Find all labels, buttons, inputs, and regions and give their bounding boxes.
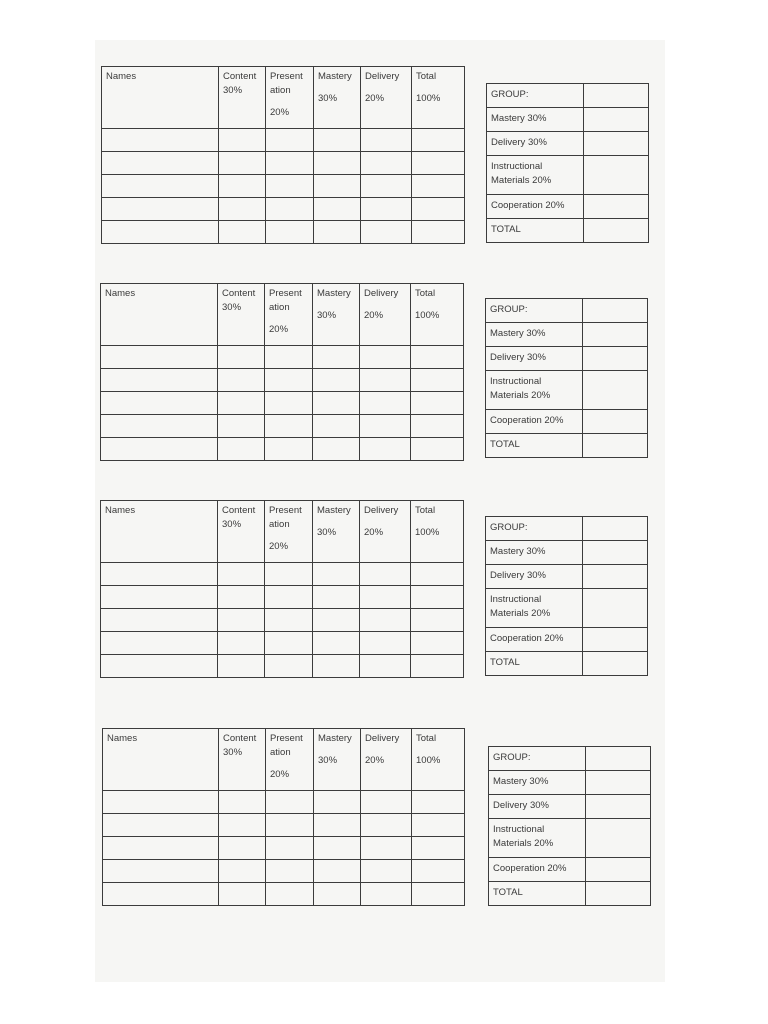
names-header: Names (103, 729, 219, 791)
individual-score-table (102, 728, 465, 906)
content-header: Content 30% (218, 501, 265, 563)
names-header: Names (101, 284, 218, 346)
table-row (101, 346, 464, 369)
presentation-header: Present ation 20% (265, 284, 313, 346)
group-cooperation-label: Cooperation 20% (486, 410, 583, 434)
group-instructional-label: Instructional Materials 20% (486, 589, 583, 628)
table-row (103, 791, 465, 814)
table-row (103, 814, 465, 837)
table-row (102, 152, 465, 175)
group-total-label: TOTAL (489, 882, 586, 906)
mastery-header: Mastery 30% (313, 284, 360, 346)
table-row (102, 175, 465, 198)
individual-score-table (100, 283, 464, 461)
group-delivery-label: Delivery 30% (489, 795, 586, 819)
table-row (101, 655, 464, 678)
group-instructional-label: Instructional Materials 20% (486, 371, 583, 410)
table-row (103, 860, 465, 883)
group-score-table (485, 516, 648, 676)
table-row (101, 392, 464, 415)
content-header: Content 30% (218, 284, 265, 346)
total-header: Total 100% (412, 729, 465, 791)
names-header: Names (101, 501, 218, 563)
total-header: Total 100% (412, 67, 465, 129)
table-row (102, 221, 465, 244)
delivery-header: Delivery 20% (360, 501, 411, 563)
individual-score-table (101, 66, 465, 244)
table-row (103, 883, 465, 906)
group-total-label: TOTAL (486, 652, 583, 676)
presentation-header: Present ation 20% (266, 67, 314, 129)
table-row (102, 129, 465, 152)
table-row (102, 198, 465, 221)
group-mastery-label: Mastery 30% (489, 771, 586, 795)
group-label: GROUP: (486, 517, 583, 541)
total-header: Total 100% (411, 284, 464, 346)
total-header: Total 100% (411, 501, 464, 563)
group-score-table (485, 298, 648, 458)
mastery-header: Mastery 30% (314, 729, 361, 791)
delivery-header: Delivery 20% (360, 284, 411, 346)
group-cooperation-label: Cooperation 20% (489, 858, 586, 882)
group-label: GROUP: (486, 299, 583, 323)
mastery-header: Mastery 30% (313, 501, 360, 563)
table-row (101, 369, 464, 392)
table-row (101, 609, 464, 632)
presentation-header: Present ation 20% (265, 501, 313, 563)
individual-score-table (100, 500, 464, 678)
group-mastery-label: Mastery 30% (486, 323, 583, 347)
table-row (103, 837, 465, 860)
group-cooperation-label: Cooperation 20% (486, 628, 583, 652)
group-mastery-label: Mastery 30% (487, 108, 584, 132)
group-delivery-label: Delivery 30% (487, 132, 584, 156)
group-label: GROUP: (489, 747, 586, 771)
group-score-table (486, 83, 649, 243)
names-header: Names (102, 67, 219, 129)
group-instructional-label: Instructional Materials 20% (487, 156, 584, 195)
table-row (101, 632, 464, 655)
table-row (101, 563, 464, 586)
delivery-header: Delivery 20% (361, 729, 412, 791)
content-header: Content 30% (219, 729, 266, 791)
group-total-label: TOTAL (487, 219, 584, 243)
table-row (101, 415, 464, 438)
table-row (101, 438, 464, 461)
delivery-header: Delivery 20% (361, 67, 412, 129)
content-header: Content 30% (219, 67, 266, 129)
group-score-table (488, 746, 651, 906)
group-delivery-label: Delivery 30% (486, 565, 583, 589)
group-cooperation-label: Cooperation 20% (487, 195, 584, 219)
group-label: GROUP: (487, 84, 584, 108)
mastery-header: Mastery 30% (314, 67, 361, 129)
group-instructional-label: Instructional Materials 20% (489, 819, 586, 858)
table-row (101, 586, 464, 609)
group-mastery-label: Mastery 30% (486, 541, 583, 565)
group-delivery-label: Delivery 30% (486, 347, 583, 371)
presentation-header: Present ation 20% (266, 729, 314, 791)
group-total-label: TOTAL (486, 434, 583, 458)
